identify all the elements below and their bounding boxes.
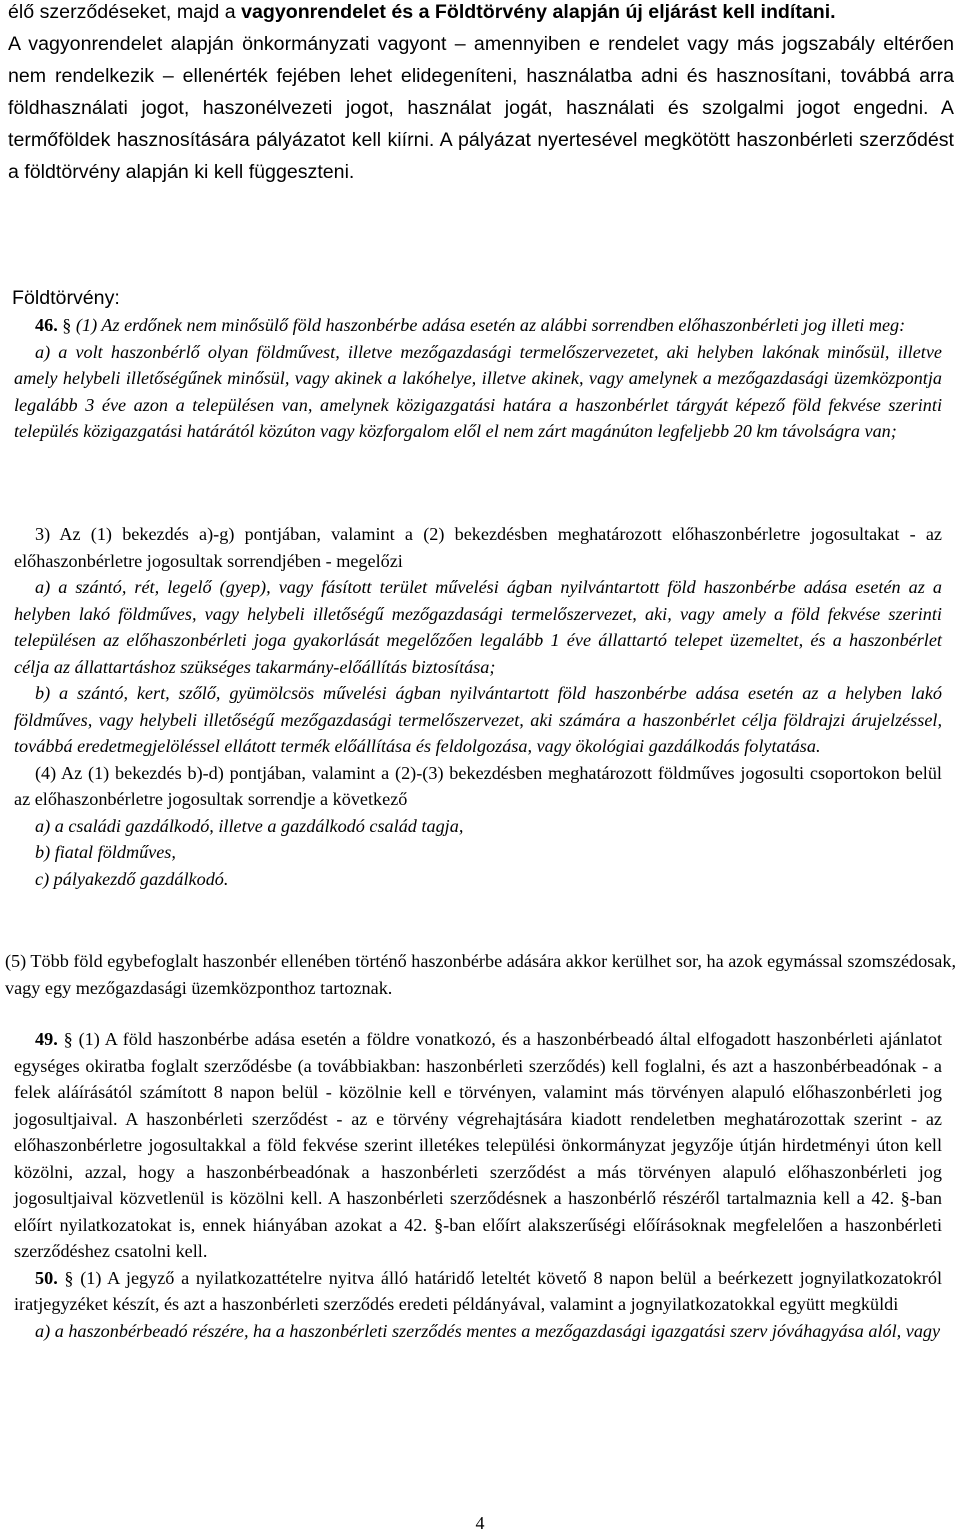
section-49-text: (1) A föld haszonbérbe adása esetén a földre vonatkozó, és a haszonbérbeadó által elfogadott haszonbérleti ajánlatot egységes okiratba foglalt szerződésbe (a továbbiakban: haszonbérleti szerződés) kell foglalni, és azt a haszonbérbeadónak - a felek aláírásától számított 8 napon belül - közölnie kell e törvényen, valamint más törvényen alapuló előhaszonbérleti jog jogosultjaival. A haszonbérleti szerződést - az e törvény végrehajtására kiadott rendeletben meghatározottak szerint - az előhaszonbérletre jogosultakkal a föld fekvése szerint illetékes települési önkormányzat jegyzője útján hirdetményi úton kell közölni, azzal, hogy a haszonbérbeadónak a haszonbérleti szerződést a más törvényen alapuló előhaszonbérleti jog jogosultjaival közvetlenül is közölni kell. A haszonbérleti szerződésnek a haszonbérlő részéről tartalmaznia kell a 42. §-ban előírt nyilatkozatokat is, ennek hiányában azokat a 42. §-ban előírt alakszerűségi előírásoknak megfelelően a haszonbérleti szerződéshez csatolni kell. — [14, 1029, 943, 1261]
intro-first-line — [8, 0, 954, 28]
paragraph-3: 3) Az (1) bekezdés a)-g) pontjában, valamint a (2) bekezdésben meghatározott előhaszonbérletre jogosultakat - az előhaszonbérletre jogosultak sorrendjében - megelőzi — [14, 524, 942, 571]
section-50-text: (1) A jegyző a nyilatkozattételre nyitva álló határidő leteltét követő 8 napon belül a beérkezett jognyilatkozatokról iratjegyzéket készít, és azt a haszonbérleti szerződés eredeti példányával, valamint a jognyilatkozatokkal együtt megküldi — [14, 1267, 943, 1314]
paragraph-4-point-b: b) fiatal földműves, — [35, 842, 176, 862]
section-46-number: 46. — [35, 315, 58, 335]
intro-text-plain: élő szerződéseket, majd a — [8, 1, 242, 23]
section-46-point-a: a) a volt haszonbérlő olyan földművest, illetve mezőgazdasági termelőszervezetet, aki helyben lakónak minősül, illetve amely helybeli illetőségűnek minősül, vagy akinek a lakóhelye, illetve akinek, vagy amelynek a mezőgazdasági üzemközpontja legalább 3 éve azon a településen van, amelynek közigazgatási határa a haszonbérlet tárgyát képező föld fekvése szerinti település közigazgatási határától közúton vagy közforgalom elől el nem zárt magánúton legfeljebb 20 km távolságra van; — [14, 341, 942, 441]
paragraph-3-point-b: b) a szántó, kert, szőlő, gyümölcsös művelési ágban nyilvántartott föld haszonbérbe adása esetén az a helyben lakó földműves, vagy helybeli illetőségű mezőgazdasági termelőszervezet, aki számára a haszonbérlet célja földrajzi árujelzéssel, továbbá eredetmegjelöléssel ellátott termék előállítása és feldolgozása, vagy ökológiai gazdálkodás folytatása. — [14, 683, 942, 756]
section-49 — [14, 1026, 942, 1265]
law-title: Földtörvény: — [12, 287, 120, 309]
section-46 — [14, 312, 942, 445]
section-46-paragraph-3 — [14, 521, 942, 892]
section-50 — [14, 1265, 942, 1318]
paragraph-5-text: (5) Több föld egybefoglalt haszonbér ellenében történő haszonbérbe adására akkor kerülhet sor, ha azok egymással szomszédosak, vagy egy mezőgazdasági üzemközponthoz tartoznak. — [5, 951, 956, 998]
section-symbol: § — [62, 315, 72, 335]
paragraph-3-point-a: a) a szántó, rét, legelő (gyep), vagy fásított terület művelési ágban nyilvántartott föld haszonbérbe adása esetén az a helyben lakó földműves, vagy helybeli illetőségű mezőgazdasági termelőszervezet, aki, vagy amely a föld fekvése szerinti településen az előhaszonbérleti joga gyakorlását megelőzően legalább 1 éve állattartó telepet üzemeltet, és a haszonbérlet célja az állattartáshoz szükséges takarmány-előállítás biztosítása; — [14, 577, 942, 677]
paragraph-4-point-a: a) a családi gazdálkodó, illetve a gazdálkodó család tagja, — [35, 815, 464, 836]
intro-paragraph: A vagyonrendelet alapján önkormányzati vagyont – amennyiben e rendelet vagy más jogszabály eltérően nem rendelkezik – ellenérték fejében lehet elidegeníteni, használatba adni és hasznosítani, továbbá arra földhasználati jogot, haszonélvezeti jogot, használat jogát, használati és szolgalmi jogot engedni. A termőföldek hasznosítására pályázatot kell kiírni. A pályázat nyertesével megkötött haszonbérleti szerződést a földtörvény alapján ki kell függeszteni. — [8, 33, 954, 183]
page-number: 4 — [475, 1513, 485, 1533]
section-49-50 — [14, 1026, 942, 1344]
section-46-text: (1) Az erdőnek nem minősülő föld haszonbérbe adása esetén az alábbi sorrendben előhaszonbérleti jog illeti meg: — [75, 315, 906, 335]
section-50-point-a: a) a haszonbérbeadó részére, ha a haszonbérleti szerződés mentes a mezőgazdasági igazgatási szerv jóváhagyása alól, vagy — [35, 1320, 941, 1341]
intro-section — [8, 0, 954, 188]
intro-text-bold: vagyonrendelet és a Földtörvény alapján új eljárást kell indítani. — [241, 1, 836, 23]
section-symbol: § — [64, 1267, 74, 1288]
section-symbol: § — [63, 1029, 73, 1049]
paragraph-4: (4) Az (1) bekezdés b)-d) pontjában, valamint a (2)-(3) bekezdésben meghatározott földműves jogosulti csoportokon belül az előhaszonbérletre jogosultak sorrendje a következő — [14, 762, 942, 809]
section-50-number: 50. — [35, 1267, 58, 1288]
paragraph-4-point-c: c) pályakezdő gazdálkodó. — [35, 868, 229, 889]
section-46-paragraph-1 — [14, 312, 942, 339]
paragraph-5 — [5, 948, 956, 1001]
section-49-number: 49. — [35, 1029, 58, 1049]
